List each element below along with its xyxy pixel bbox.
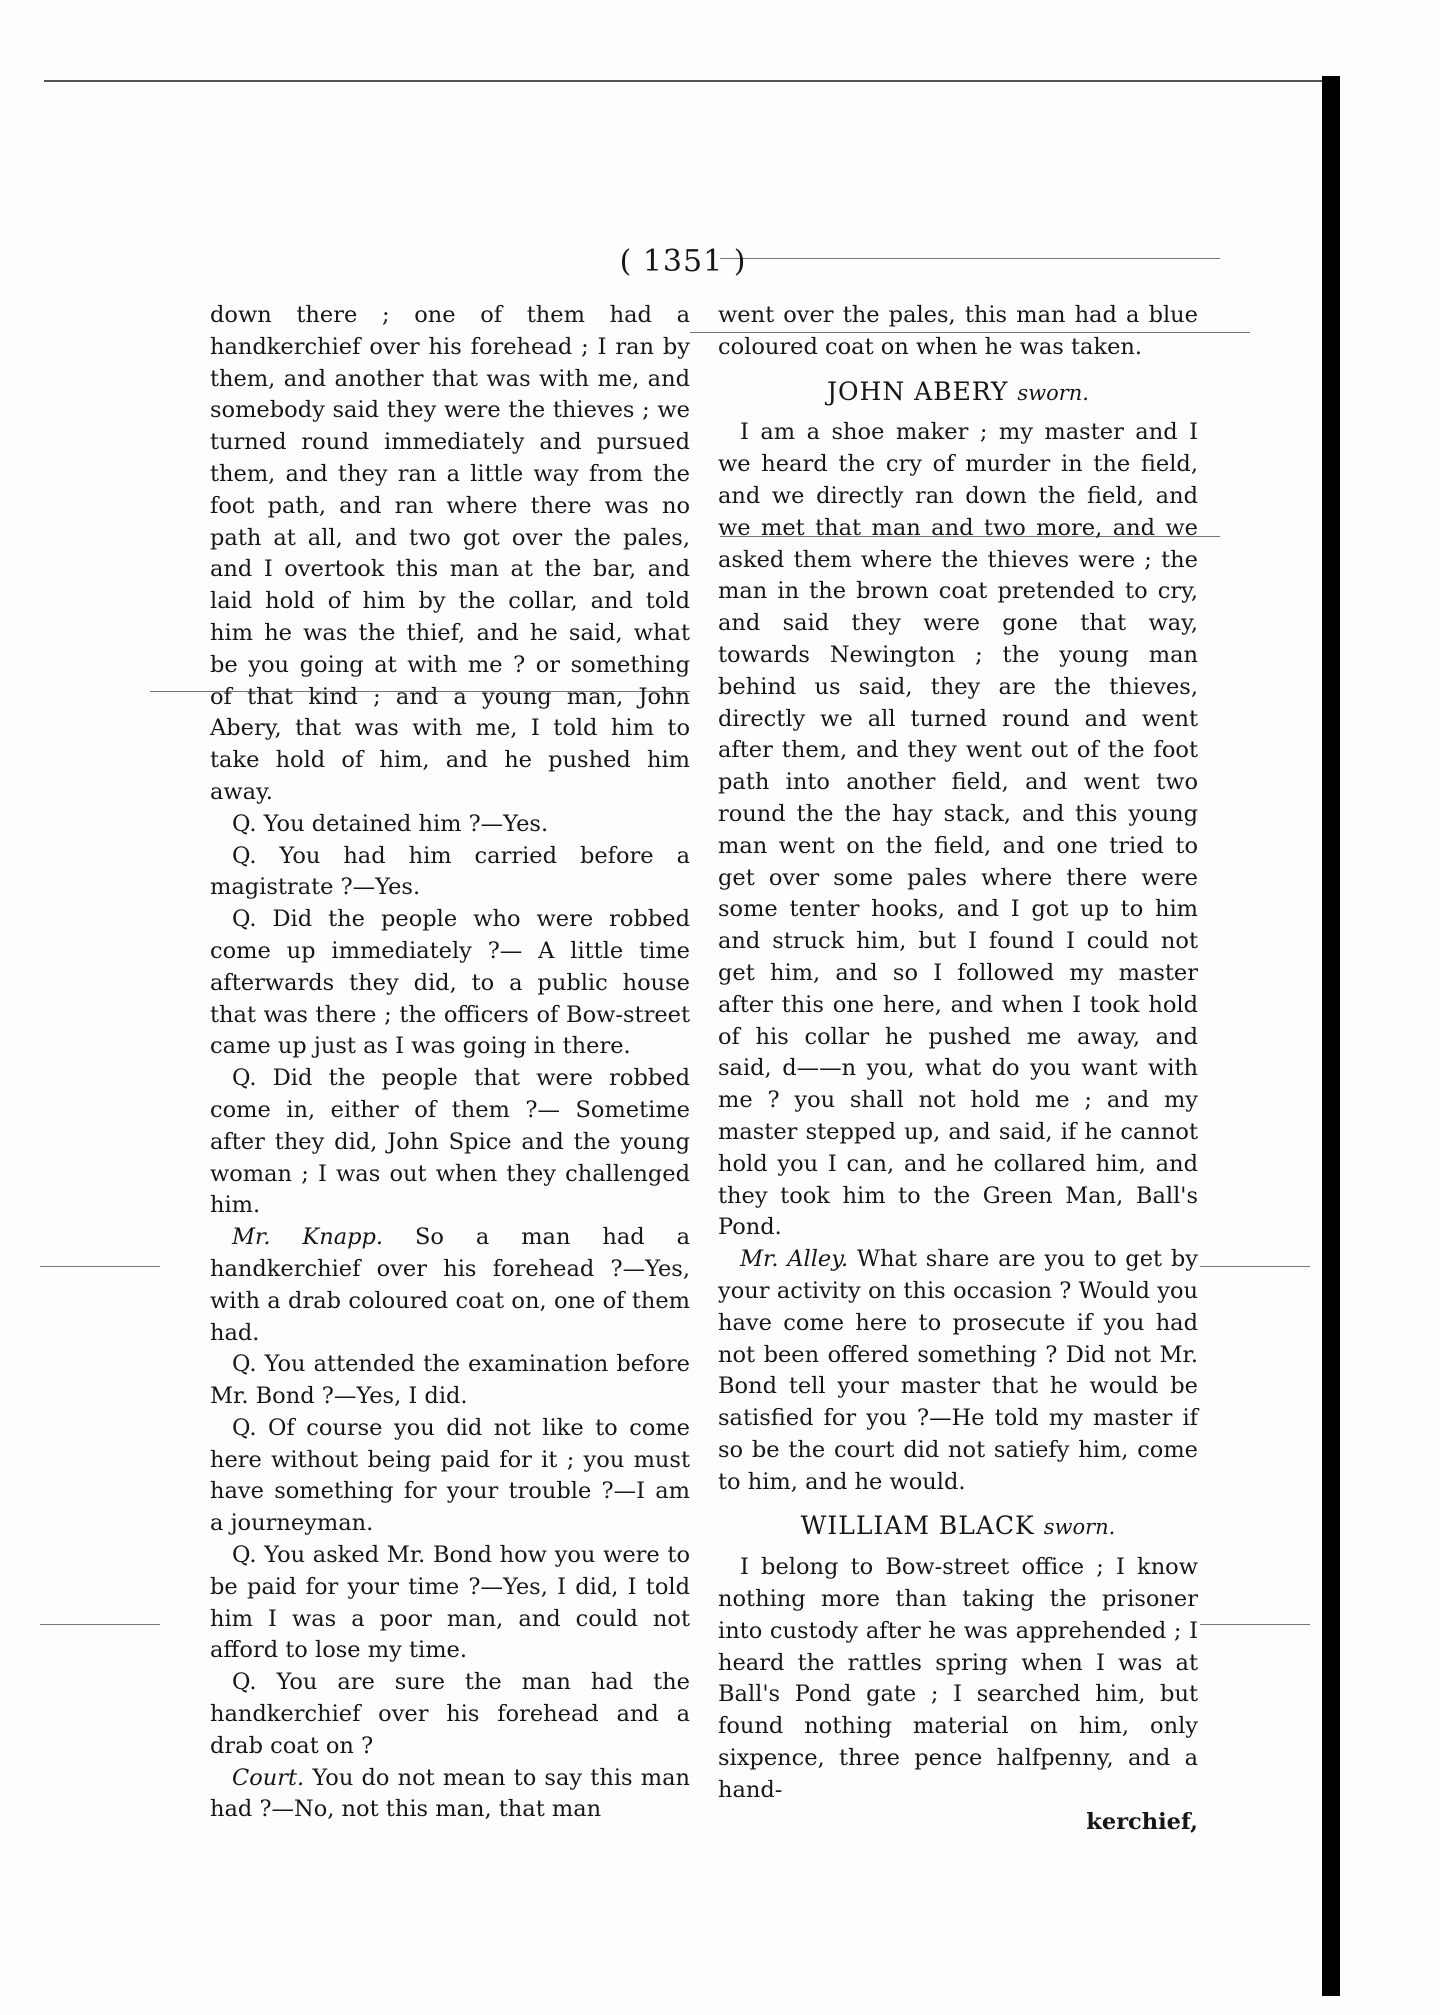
page-edge-shadow	[1322, 76, 1340, 1996]
exchange-text: You do not mean to say this man had ?—No, not this man, that man	[210, 1764, 690, 1823]
question-answer: Q. You asked Mr. Bond how you were to be paid for your time ?—Yes, I did, I told him I was a poor man, and could not afford to lose my time.	[210, 1542, 690, 1664]
question-answer: Q. Of course you did not like to come here without being paid for it ; you must have something for your trouble ?—I am a journeyman.	[210, 1414, 690, 1537]
right-column	[718, 300, 1198, 1838]
witness-heading-abery	[718, 376, 1198, 410]
left-paragraph: down there ; one of them had a handkerchief over his forehead ; I ran by them, and another that was with me, and somebody said they were the thieves ; we turned round immediately and pursued them, and they ran a little way from the foot path, and ran where there was no path at all, and two got over the pales, and I overtook this man at the bar, and laid hold of him by the collar, and told him he was the thief, and he said, what be you going at with me ? or something of that kind ; and a young man, John Abery, that was with me, I told him to take hold of him, and he pushed him away.	[210, 302, 690, 805]
sworn-label: sworn.	[1017, 380, 1089, 405]
question-answer: Q. You are sure the man had the handkerchief over his forehead and a drab coat on ?	[210, 1669, 690, 1759]
catchword: kerchief,	[1086, 1808, 1198, 1835]
scan-line	[1200, 1266, 1310, 1267]
speaker-name: Court.	[232, 1764, 305, 1791]
page-number: ( 1351 )	[619, 244, 747, 279]
exchange-text: What share are you to get by your activity on this occasion ? Would you have come here to prosecute if you had not been offered something ? Did not Mr. Bond tell your master that he would be satisfied for you ?—He told my master if so be the court did not satiefy him, come to him, and he would.	[718, 1246, 1198, 1495]
question-answer: Q. Did the people that were robbed come in, either of them ?— Sometime after they did, John Spice and the young woman ; I was out when they challenged him.	[210, 1065, 690, 1219]
scan-line	[40, 1624, 160, 1625]
top-rule	[44, 80, 1334, 82]
question-answer: Q. You detained him ?—Yes.	[232, 810, 549, 837]
question-answer: Q. You had him carried before a magistrate ?—Yes.	[210, 842, 690, 901]
witness-heading-black	[718, 1510, 1198, 1544]
witness-name: JOHN ABERY	[827, 376, 1009, 406]
continuation-text: went over the pales, this man had a blue coloured coat on when he was taken.	[718, 302, 1198, 360]
witness-name: WILLIAM BLACK	[800, 1511, 1035, 1541]
scan-line	[720, 258, 1220, 259]
scan-line	[1200, 1624, 1310, 1625]
question-answer: Q. Did the people who were robbed come up immediately ?— A little time afterwards they did, to a public house that was there ; the officers of Bow-street came up just as I was going in there.	[210, 906, 690, 1060]
court-exchange	[210, 1763, 690, 1827]
abery-testimony: I am a shoe maker ; my master and I we heard the cry of murder in the field, and we directly ran down the field, and we met that man and two more, and we asked them where the thieves were ; the man in the brown coat pretended to cry, and said they were gone that way, towards Newington ; the young man behind us said, they are the thieves, directly we all turned round and went after them, and they went out of the foot path into another field, and went two round the the hay stack, and this young man went on the field, and one tried to get over some pales where there were some tenter hooks, and I got up to him and struck him, but I found I could not get him, and so I followed my master after this one here, and when I took hold of his collar he pushed me away, and said, d——n you, what do you want with me ? you shall not hold me ; and my master stepped up, and said, if he cannot hold you I can, and he collared him, and they took him to the Green Man, Ball's Pond.	[718, 419, 1198, 1241]
scan-line	[40, 1266, 160, 1267]
black-testimony: I belong to Bow-street office ; I know nothing more than taking the prisoner into custody after he was apprehended ; I heard the rattles spring when I was at Ball's Pond gate ; I searched him, but found nothing material on him, only sixpence, three pence halfpenny, and a hand-	[718, 1554, 1198, 1803]
alley-exchange	[718, 1244, 1198, 1498]
exchange-text: So a man had a handkerchief over his forehead ?—Yes, with a drab coloured coat on, one of them had.	[210, 1224, 690, 1346]
speaker-name: Mr. Alley.	[740, 1246, 849, 1273]
knapp-exchange	[210, 1222, 690, 1349]
sworn-label: sworn.	[1043, 1515, 1116, 1540]
speaker-name: Mr. Knapp.	[232, 1224, 384, 1251]
question-answer: Q. You attended the examination before Mr. Bond ?—Yes, I did.	[210, 1351, 690, 1410]
left-column	[210, 300, 690, 1826]
